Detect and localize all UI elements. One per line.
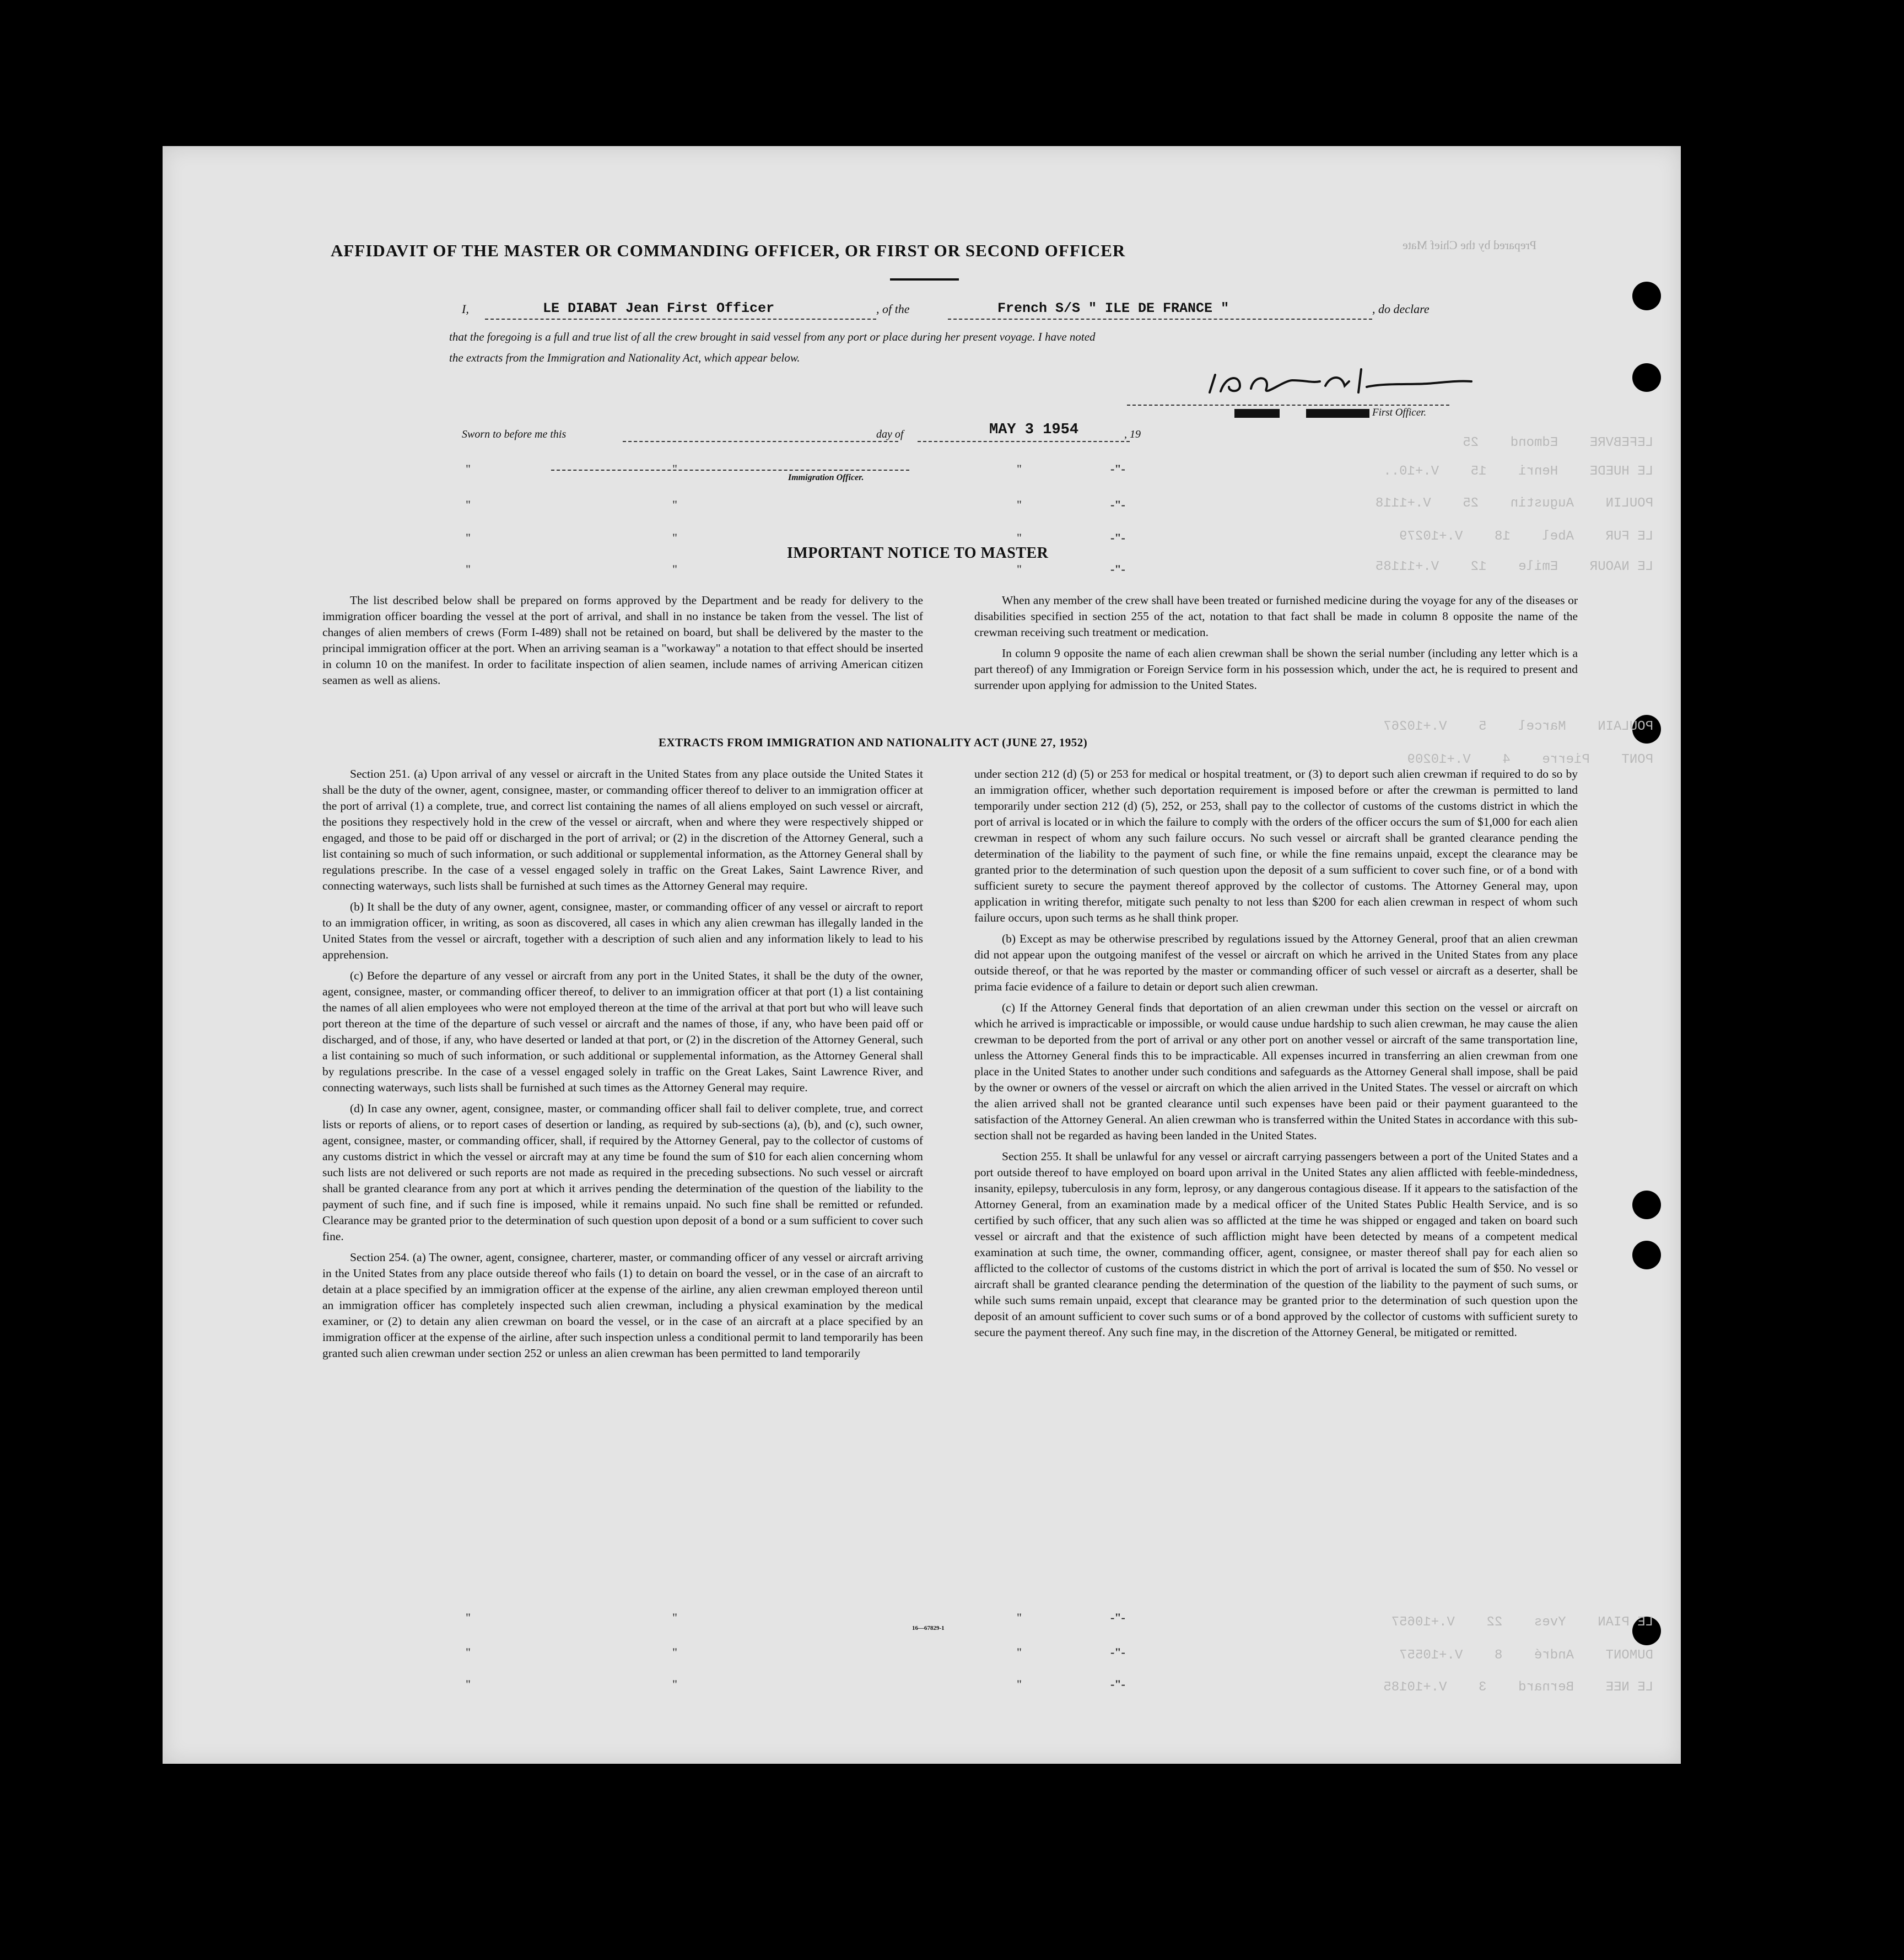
ditto-mark: " xyxy=(1017,562,1022,576)
bleed-through-age: 5 xyxy=(1447,719,1487,734)
extracts-left-column xyxy=(322,766,923,1366)
day-of-label: day of xyxy=(876,428,904,440)
bleed-through-name: PONT xyxy=(1589,752,1653,767)
bleed-through-row xyxy=(1267,464,1653,479)
signature-title: First Officer. xyxy=(1372,407,1427,418)
ditto-mark: " xyxy=(672,1645,677,1659)
bleed-through-row xyxy=(1267,559,1653,574)
signature-rule xyxy=(1127,405,1449,406)
sworn-date-rule xyxy=(918,441,1130,442)
section-251-c: (c) Before the departure of any vessel or aircraft from any port in the United States, it shall be the duty of the owner, agent, consignee, master, or commanding officer thereof, to deliver to an immigration officer at that port (1) a list containing the names of all alien employees who were not employed thereon at the time of the arrival at that port but who will leave such port thereon at the time of the departure of such vessel or aircraft and the names of those, if any, who have been paid off or discharged, and of those, if any, who have deserted or landed at that port, or (2) in the discretion of the Attorney General, such a list containing so much of such information, or such additional or supplemental information, as the Attorney General shall by regulations prescribe. In the case of a vessel engaged solely in traffic on the Great Lakes, Saint Lawrence River, and connecting waterways, such lists shall be furnished at such times as the Attorney General may require. xyxy=(322,969,923,1094)
binder-hole xyxy=(1632,282,1661,310)
ditto-mark: " xyxy=(672,498,677,511)
section-254-a-continued: under section 212 (d) (5) or 253 for medical or hospital treatment, or (3) to deport such alien crewman if required to do so by an immigration officer, whether such deportation requirement is imposed before or after the crewman is permitted to land temporarily under section 212 (d) (5), 252, or 253, shall pay to the collector of customs of the customs district in which the port of arrival is located or in which the failure to comply with the orders of the officer occurs the sum of $1,000 for each alien crewman in respect of whom any such failure occurs. No such vessel or aircraft shall be granted clearance pending the determination of the liability to the payment of such fine, or while the fine remains unpaid, except the clearance may be granted prior to the determination of such question upon the deposit of a sum sufficient to cover such fine, or of a bond with sufficient surety to secure the payment thereof approved by the collector of customs. The Attorney General may, upon application in writing therefor, mitigate such penalty to not less than $200 for each alien crewman in respect of whom such failure occurs, upon such terms as he shall think proper. xyxy=(974,767,1578,924)
bleed-through-given: Pierre xyxy=(1510,752,1590,767)
of-the-label: , of the xyxy=(876,302,910,316)
sworn-date: MAY 3 1954 xyxy=(989,422,1079,438)
officer-signature xyxy=(1201,358,1488,408)
ditto-mark: " xyxy=(1017,1645,1022,1659)
section-254-b: (b) Except as may be otherwise prescribed by regulations issued by the Attorney General, proof that an alien crewman did not appear upon the outgoing manifest of the vessel or aircraft on which he arrived in the United States from any place outside thereof, or that he was reported by the master or commanding officer of such vessel or aircraft as a deserter, shall be prima facie evidence of a failure to detain or deport such alien crewman. xyxy=(974,932,1578,993)
bleed-through-row xyxy=(1267,752,1653,767)
bleed-through-name: POULAIN xyxy=(1566,719,1653,734)
section-254-c: (c) If the Attorney General finds that deportation of an alien crewman under this section on the vessel or aircraft on which he arrived is impracticable or impossible, or would cause undue hardship to such alien crewman, he may cause the alien crewman to be deported from the port of arrival or any other port on another vessel or aircraft of the same transportation line, unless the Attorney General finds this to be impracticable. All expenses incurred in transferring an alien crewman from one place in the United States to another under such conditions and safeguards as the Attorney General shall impose, shall be paid by the owner or owners of the vessel or aircraft on which the alien arrived in the United States. The vessel or aircraft on which the alien arrived shall not be granted clearance until such expenses have been paid or their payment guaranteed to the satisfaction of the Attorney General. An alien crewman who is transferred within the United States in accordance with this sub-section shall not be regarded as having been landed in the United States. xyxy=(974,1001,1578,1142)
struck-title-box xyxy=(1234,409,1280,418)
bleed-through-name: DUMONT xyxy=(1573,1648,1653,1663)
bleed-through-visa xyxy=(1399,435,1431,450)
notice-right-column xyxy=(974,593,1578,698)
bleed-through-age: 8 xyxy=(1463,1648,1503,1663)
bleed-through-age: 3 xyxy=(1447,1680,1487,1695)
declaration-text-1: that the foregoing is a full and true list of all the crew brought in said vessel from any port or place during her present voyage. I have noted xyxy=(449,330,1096,343)
bleed-through-age: 4 xyxy=(1470,752,1511,767)
bleed-through-given: Abel xyxy=(1510,529,1574,544)
form-number: 16—67829-1 xyxy=(912,1625,945,1631)
year-label: , 19 xyxy=(1124,428,1141,440)
section-251-d: (d) In case any owner, agent, consignee, master, or commanding officer shall fail to deliver complete, true, and correct lists or reports of aliens, or to report cases of desertion or landing, as required by sub-sections (a), (b), and (c), such owner, agent, consignee, master, or commanding officer, shall, if required by the Attorney General, pay to the collector of customs of any customs district in which the vessel or aircraft may at any time be found the sum of $10 for each alien concerning whom such lists are not delivered or such reports are not made as required in the preceding subsections. No such vessel or aircraft shall be granted clearance from any port at which it arrives pending the determination of the question of the liability to the payment of such fine, and if such fine is imposed, while it remains unpaid. No such fine shall be remitted or refunded. Clearance may be granted prior to the determination of such question upon deposit of a bond or a sum sufficient to cover such fine. xyxy=(322,1102,923,1243)
bleed-through-row xyxy=(1267,435,1653,450)
bleed-through-visa: V.+10267 xyxy=(1351,719,1447,734)
bleed-through-age: 25 xyxy=(1431,496,1479,511)
declaration-text-2: the extracts from the Immigration and Nationality Act, which appear below. xyxy=(449,351,800,364)
bleed-through-annotation: Prepared by the Chief Mate xyxy=(1403,238,1537,252)
immigration-officer-label: Immigration Officer. xyxy=(788,473,864,482)
bleed-through-given: Henri xyxy=(1486,464,1558,479)
notice-left-column xyxy=(322,593,923,693)
extracts-right-column xyxy=(974,766,1578,1345)
vessel-name-rule xyxy=(948,319,1372,320)
bleed-through-age: 22 xyxy=(1454,1615,1503,1630)
struck-title-box-2 xyxy=(1306,409,1369,418)
bleed-through-visa: V.+10279 xyxy=(1367,529,1463,544)
bleed-through-name: LE NEE xyxy=(1573,1680,1653,1695)
ditto-mark: " xyxy=(1017,1611,1022,1624)
section-255: Section 255. It shall be unlawful for any vessel or aircraft carrying passengers between a port of the United States and a port outside thereof to have employed on board upon arrival in the United States any alien afflicted with feeble-mindedness, insanity, epilepsy, tuberculosis in any form, leprosy, or any dangerous contagious disease. If it appears to the satisfaction of the Attorney General, from an examination made by a medical officer of the United States Public Health Service, and is so certified by such officer, that any such alien was so afflicted at the time he was shipped or engaged and taken on board such vessel or aircraft and that the existence of such affliction might have been detected by means of a competent medical examination at such time, the owner, commanding officer, agent, consignee, or master thereof shall pay for each alien so afflicted to the collector of customs of the customs district in which the port of arrival is located the sum of $50. No vessel or aircraft shall be granted clearance pending the determination of the question of the liability to the payment of such sums, or while such sums remain unpaid, except that clearance may be granted prior to the determination of such question upon the deposit of an amount sufficient to cover such sums or of a bond approved by the collector of customs with sufficient surety to secure the payment thereof. Any such fine may, in the discretion of the Attorney General, be mitigated or remitted. xyxy=(974,1150,1578,1339)
bleed-through-age: 15 xyxy=(1439,464,1487,479)
dash-ditto-mark: -"- xyxy=(1110,562,1125,576)
dash-ditto-mark: -"- xyxy=(1110,462,1125,476)
bleed-through-visa: V.+11185 xyxy=(1344,559,1439,574)
bleed-through-given: Edmond xyxy=(1479,435,1558,450)
vessel-name: French S/S " ILE DE FRANCE " xyxy=(997,300,1229,316)
bleed-through-row xyxy=(1267,1615,1653,1630)
ditto-mark: " xyxy=(672,531,677,545)
ditto-mark: " xyxy=(1017,498,1022,511)
bleed-through-visa: V.+10.. xyxy=(1351,464,1439,479)
section-254-a: Section 254. (a) The owner, agent, consignee, charterer, master, or commanding officer of any vessel or aircraft arriving in the United States from any place outside thereof who fails (1) to detain on board the vessel, or in the case of an aircraft to detain at a place specified by an immigration officer at the expense of the airline, any alien crewman employed thereon until an immigration officer has completely inspected such alien crewman, including a physical examination by the medical examiner, or (2) to detain any alien crewman on board the vessel, or in the case of an aircraft at a place specified by an immigration officer at the expense of the airline, after such inspection unless a conditional permit to land temporarily has been granted such alien crewman under section 252 or unless an alien crewman has been permitted to land temporarily xyxy=(322,1251,923,1360)
bleed-through-row xyxy=(1267,719,1653,734)
bleed-through-visa: V.+1118 xyxy=(1344,496,1431,511)
immigration-officer-rule xyxy=(551,470,909,471)
bleed-through-given: André xyxy=(1502,1648,1574,1663)
bleed-through-visa: V.+10557 xyxy=(1367,1648,1463,1663)
bleed-through-row xyxy=(1267,1680,1653,1695)
bleed-through-age: 18 xyxy=(1463,529,1511,544)
ditto-mark: " xyxy=(466,562,471,576)
bleed-through-name: LEFEBVRE xyxy=(1558,435,1653,450)
ditto-mark: " xyxy=(466,1611,471,1624)
bleed-through-given: Augustin xyxy=(1479,496,1574,511)
notice-right-paragraph-2: In column 9 opposite the name of each alien crewman shall be shown the serial number (including any letter which is a part thereof) of any Immigration or Foreign Service form in his possession which, under the act, he is required to present and surrender upon applying for admission to the United States. xyxy=(974,647,1578,692)
bleed-through-visa: V.+10657 xyxy=(1360,1615,1455,1630)
ditto-mark: " xyxy=(466,531,471,545)
section-251-b: (b) It shall be the duty of any owner, agent, consignee, master, or commanding officer of any vessel or aircraft to report to an immigration officer, in writing, as soon as discovered, all cases in which any alien crewman has illegally landed in the United States from the vessel or aircraft, together with a description of such alien and any information likely to lead to his apprehension. xyxy=(322,900,923,961)
bleed-through-given: Emile xyxy=(1486,559,1558,574)
notice-left-paragraph: The list described below shall be prepared on forms approved by the Department and be ready for delivery to the immigration officer boarding the vessel at the port of arrival, and shall in no instance be taken from the vessel. The list of changes of alien members of crews (Form I-489) shall not be retained on board, but shall be delivered by the master to the principal immigration officer at the port. When an arriving seaman is a "workaway" a notation to that effect should be inserted in column 10 on the manifest. In order to facilitate inspection of alien seamen, include names of arriving American citizen seamen as well as aliens. xyxy=(322,594,923,687)
ditto-mark: " xyxy=(672,1611,677,1624)
bleed-through-given: Marcel xyxy=(1486,719,1566,734)
ditto-mark: " xyxy=(466,498,471,511)
bleed-through-row xyxy=(1267,529,1653,544)
bleed-through-age: 25 xyxy=(1431,435,1479,450)
section-251-a: Section 251. (a) Upon arrival of any vessel or aircraft in the United States from any place outside the United States it shall be the duty of the owner, agent, consignee, master, or commanding officer thereof to deliver to an immigration officer at the port of arrival (1) a complete, true, and correct list containing the names of all aliens employed on such vessel or aircraft, the positions they respectively hold in the crew of the vessel or aircraft, when and where they were respectively shipped or engaged, and those to be paid off or discharged in the port of arrival; or (2) in the discretion of the Attorney General, such a list containing so much of such information, or such additional or supplemental information, as the Attorney General shall by regulations prescribe. In the case of a vessel engaged solely in traffic on the Great Lakes, Saint Lawrence River, and connecting waterways, such lists shall be furnished at such times as the Attorney General may require. xyxy=(322,767,923,892)
bleed-through-name: LE FUR xyxy=(1573,529,1653,544)
sworn-label: Sworn to before me this xyxy=(462,428,567,440)
bleed-through-row xyxy=(1267,1648,1653,1663)
notice-right-paragraph-1: When any member of the crew shall have been treated or furnished medicine during the voyage for any of the diseases or disabilities specified in section 255 of the act, notation to that fact shall be made in column 8 opposite the name of the crewman receiving such treatment or medication. xyxy=(974,594,1578,639)
do-declare-label: , do declare xyxy=(1372,302,1430,316)
extracts-heading: EXTRACTS FROM IMMIGRATION AND NATIONALITY ACT (JUNE 27, 1952) xyxy=(659,736,1088,749)
bleed-through-name: LE HUEDE xyxy=(1558,464,1653,479)
ditto-mark: " xyxy=(1017,462,1022,476)
bleed-through-name: LE PIAN xyxy=(1566,1615,1653,1630)
declarant-name-rule xyxy=(485,319,876,320)
dash-ditto-mark: -"- xyxy=(1110,1645,1125,1659)
ditto-mark: " xyxy=(466,1677,471,1691)
declarant-name: LE DIABAT Jean First Officer xyxy=(543,300,775,316)
bleed-through-age: 12 xyxy=(1439,559,1487,574)
sworn-day-rule xyxy=(623,441,898,442)
ditto-mark: " xyxy=(672,1677,677,1691)
dash-ditto-mark: -"- xyxy=(1110,498,1125,511)
dash-ditto-mark: -"- xyxy=(1110,531,1125,545)
ditto-mark: " xyxy=(466,1645,471,1659)
bleed-through-visa: V.+10185 xyxy=(1351,1680,1447,1695)
bleed-through-given: Bernard xyxy=(1486,1680,1574,1695)
bleed-through-given: Yves xyxy=(1502,1615,1566,1630)
binder-hole xyxy=(1632,1241,1661,1269)
dash-ditto-mark: -"- xyxy=(1110,1677,1125,1691)
ditto-mark: " xyxy=(1017,1677,1022,1691)
ditto-mark: " xyxy=(466,462,471,476)
notice-heading: IMPORTANT NOTICE TO MASTER xyxy=(787,545,1049,562)
bleed-through-visa: V.+10209 xyxy=(1375,752,1471,767)
bleed-through-row xyxy=(1267,496,1653,511)
dash-ditto-mark: -"- xyxy=(1110,1611,1125,1624)
title-rule xyxy=(890,278,959,281)
binder-hole xyxy=(1632,363,1661,392)
declaration-line xyxy=(462,302,469,316)
affidavit-title: AFFIDAVIT OF THE MASTER OR COMMANDING OFFICER, OR FIRST OR SECOND OFFICER xyxy=(331,241,1126,260)
ditto-mark: " xyxy=(1017,531,1022,545)
binder-hole xyxy=(1632,1191,1661,1219)
ditto-mark: " xyxy=(672,462,677,476)
bleed-through-name: POULIN xyxy=(1573,496,1653,511)
ditto-mark: " xyxy=(672,562,677,576)
declaration-i-label: I, xyxy=(462,302,469,316)
bleed-through-name: LE NAOUR xyxy=(1558,559,1653,574)
